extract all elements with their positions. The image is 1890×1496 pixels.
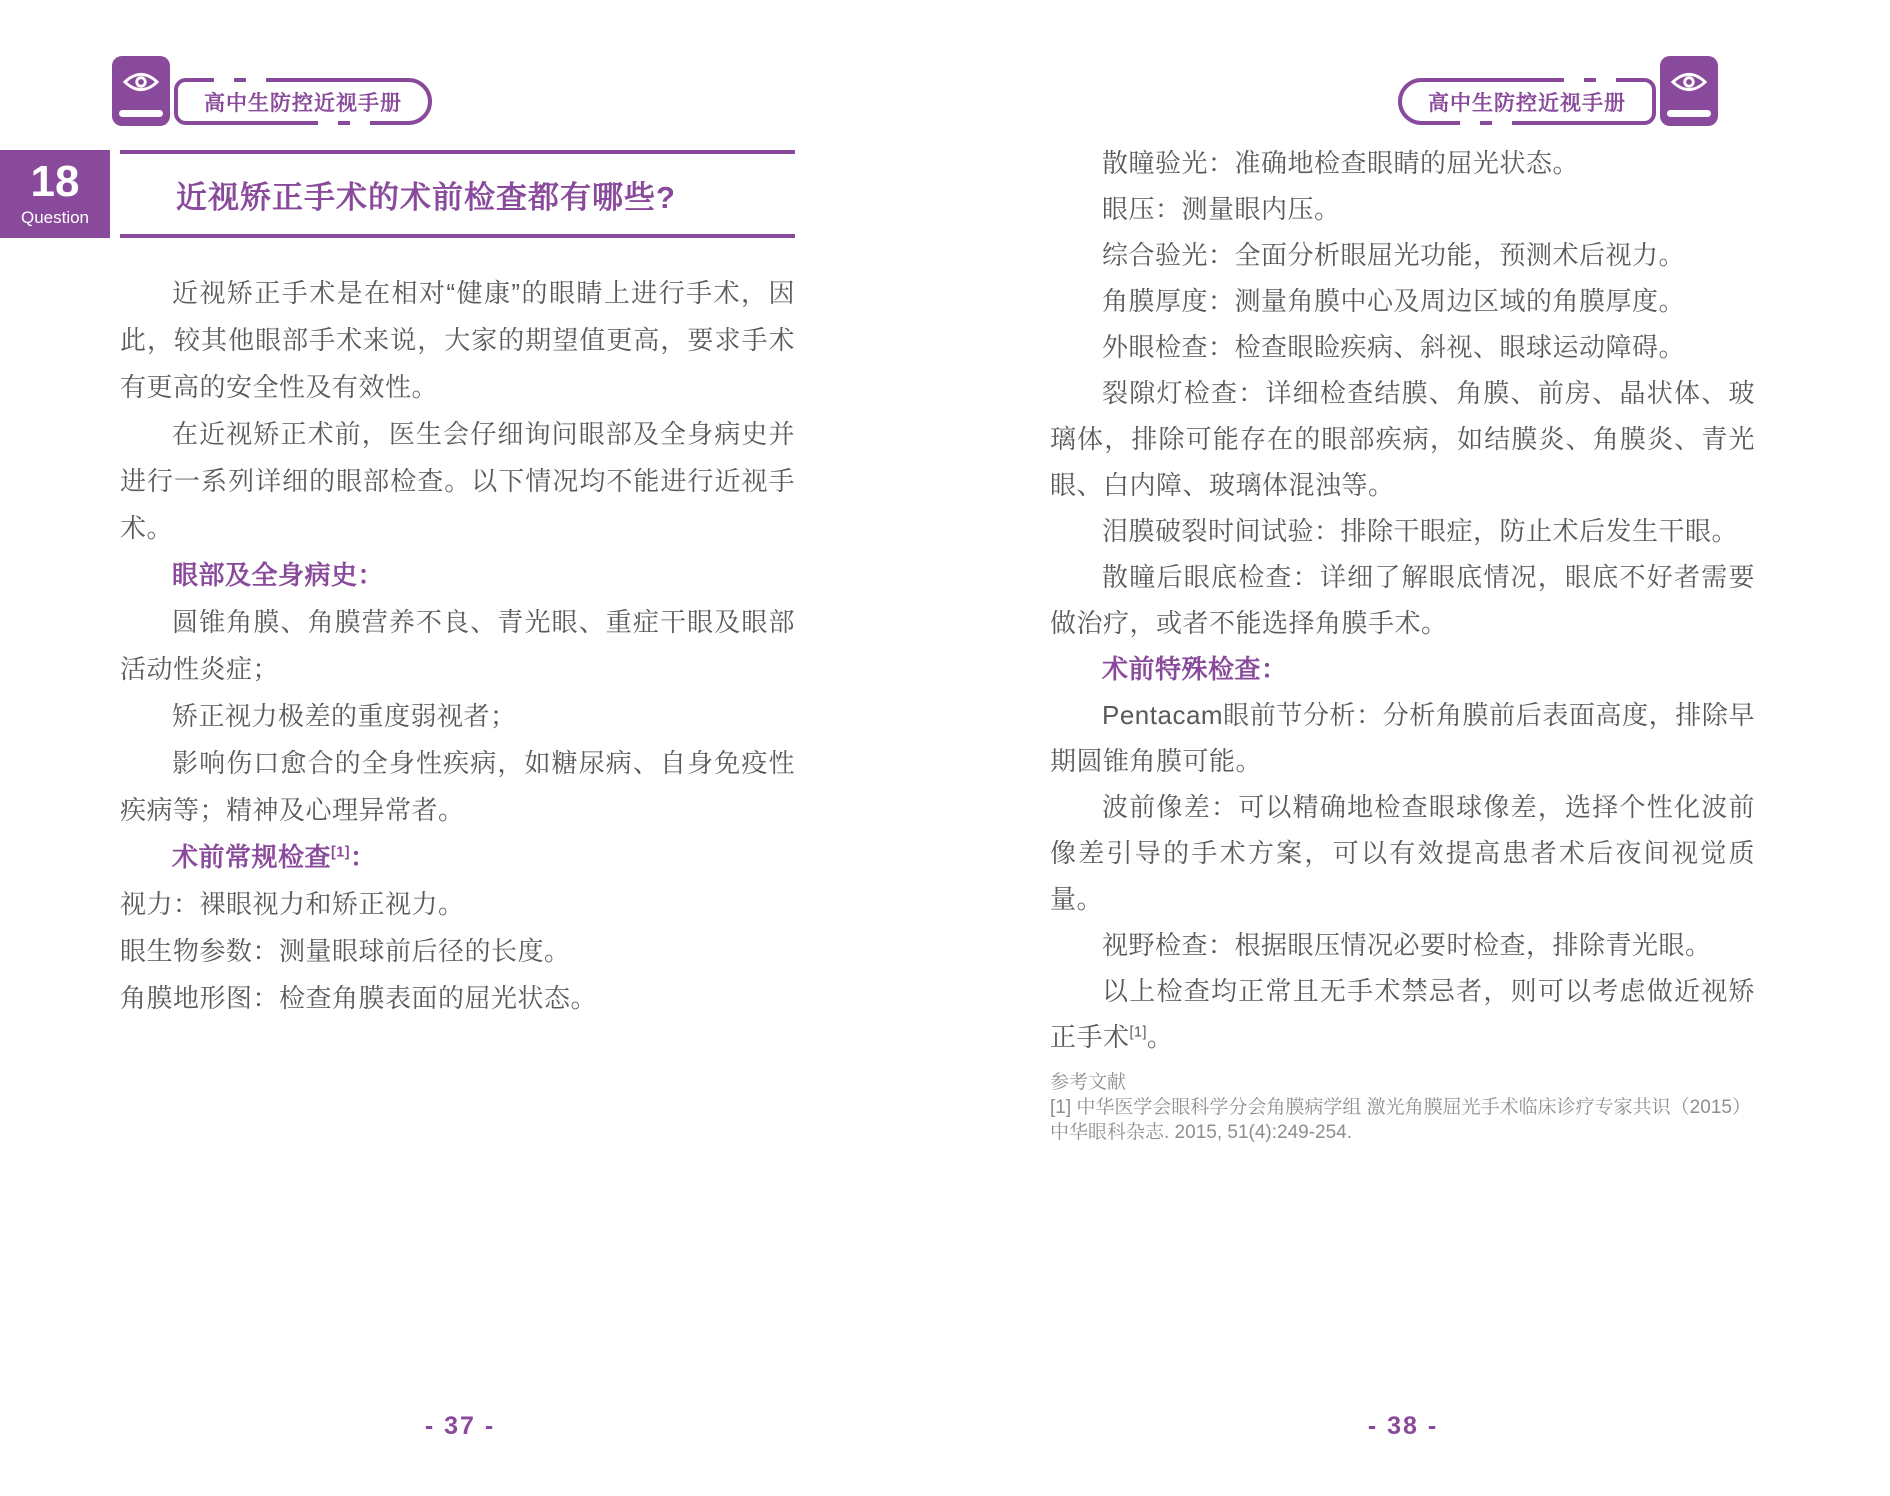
routine-item: 视力：裸眼视力和矫正视力。 — [120, 889, 465, 919]
question-title-box — [120, 150, 795, 238]
right-page-content — [1050, 140, 1755, 1145]
conclusion-paragraph: 以上检查均正常且无手术禁忌者，则可以考虑做近视矫正手术[1]。 — [1050, 976, 1755, 1052]
right-header-badge — [1398, 56, 1718, 126]
question-number: 18 — [30, 157, 80, 206]
page-number-left: - 37 - — [424, 1412, 496, 1440]
routine-item: 眼生物参数：测量眼球前后径的长度。 — [120, 936, 571, 966]
book-pages-line — [119, 110, 163, 117]
routine-item: 散瞳后眼底检查：详细了解眼底情况，眼底不好者需要做治疗，或者不能选择角膜手术。 — [1050, 562, 1755, 638]
eye-icon — [1670, 69, 1708, 95]
routine-item: 散瞳验光：准确地检查眼睛的屈光状态。 — [1102, 148, 1580, 178]
references-block — [1050, 1070, 1755, 1145]
handbook-title-badge — [174, 78, 432, 125]
footnote-marker: [1] — [331, 844, 350, 861]
special-item: 波前像差：可以精确地检查眼球像差，选择个性化波前像差引导的手术方案，可以有效提高患者术后夜间视觉质量。 — [1050, 792, 1755, 914]
footnote-marker: [1] — [1129, 1024, 1147, 1041]
eye-icon — [122, 69, 160, 95]
handbook-title-badge — [1398, 78, 1656, 125]
routine-item: 眼压：测量眼内压。 — [1102, 194, 1341, 224]
page-title: 近视矫正手术的术前检查都有哪些? — [176, 179, 676, 215]
question-label: Question — [20, 208, 90, 227]
references-heading: 参考文献 — [1050, 1072, 1127, 1093]
routine-item: 泪膜破裂时间试验：排除干眼症，防止术后发生干眼。 — [1102, 516, 1739, 546]
routine-item: 角膜厚度：测量角膜中心及周边区域的角膜厚度。 — [1102, 286, 1686, 316]
left-page-content — [120, 270, 795, 1022]
special-item: 视野检查：根据眼压情况必要时检查，排除青光眼。 — [1102, 930, 1712, 960]
left-header-badge — [112, 56, 432, 126]
history-item: 圆锥角膜、角膜营养不良、青光眼、重症干眼及眼部活动性炎症； — [120, 607, 795, 684]
paragraph-intro: 近视矫正手术是在相对“健康”的眼睛上进行手术，因此，较其他眼部手术来说，大家的期望值更高，要求手术有更高的安全性及有效性。 — [120, 278, 795, 402]
section-heading-special: 术前特殊检查： — [1102, 654, 1288, 684]
routine-item: 外眼检查：检查眼睑疾病、斜视、眼球运动障碍。 — [1102, 332, 1686, 362]
handbook-title-label: 高中生防控近视手册 — [1428, 91, 1626, 115]
handbook-title-label: 高中生防控近视手册 — [204, 91, 402, 115]
history-item: 影响伤口愈合的全身性疾病，如糖尿病、自身免疫性疾病等；精神及心理异常者。 — [120, 748, 795, 825]
handbook-book-icon — [112, 56, 170, 126]
routine-item: 综合验光：全面分析眼屈光功能，预测术后视力。 — [1102, 240, 1686, 270]
paragraph-preop: 在近视矫正术前，医生会仔细询问眼部及全身病史并进行一系列详细的眼部检查。以下情况均不能进行近视手术。 — [120, 419, 795, 543]
routine-item: 裂隙灯检查：详细检查结膜、角膜、前房、晶状体、玻璃体，排除可能存在的眼部疾病，如结膜炎、角膜炎、青光眼、白内障、玻璃体混浊等。 — [1050, 378, 1755, 500]
section-heading-history: 眼部及全身病史： — [172, 560, 385, 590]
page-number-right: - 38 - — [1367, 1412, 1439, 1440]
routine-item: 角膜地形图：检查角膜表面的屈光状态。 — [120, 983, 598, 1013]
question-number-block — [0, 150, 110, 238]
handbook-book-icon — [1660, 56, 1718, 126]
reference-item: [1] 中华医学会眼科学分会角膜病学组 激光角膜屈光手术临床诊疗专家共识（2015）中华眼科杂志. 2015, 51(4):249-254. — [1050, 1097, 1751, 1143]
history-item: 矫正视力极差的重度弱视者； — [172, 701, 517, 731]
section-heading-routine: 术前常规检查[1]： — [172, 842, 377, 872]
special-item: Pentacam眼前节分析：分析角膜前后表面高度，排除早期圆锥角膜可能。 — [1050, 700, 1755, 776]
book-pages-line — [1667, 110, 1711, 117]
